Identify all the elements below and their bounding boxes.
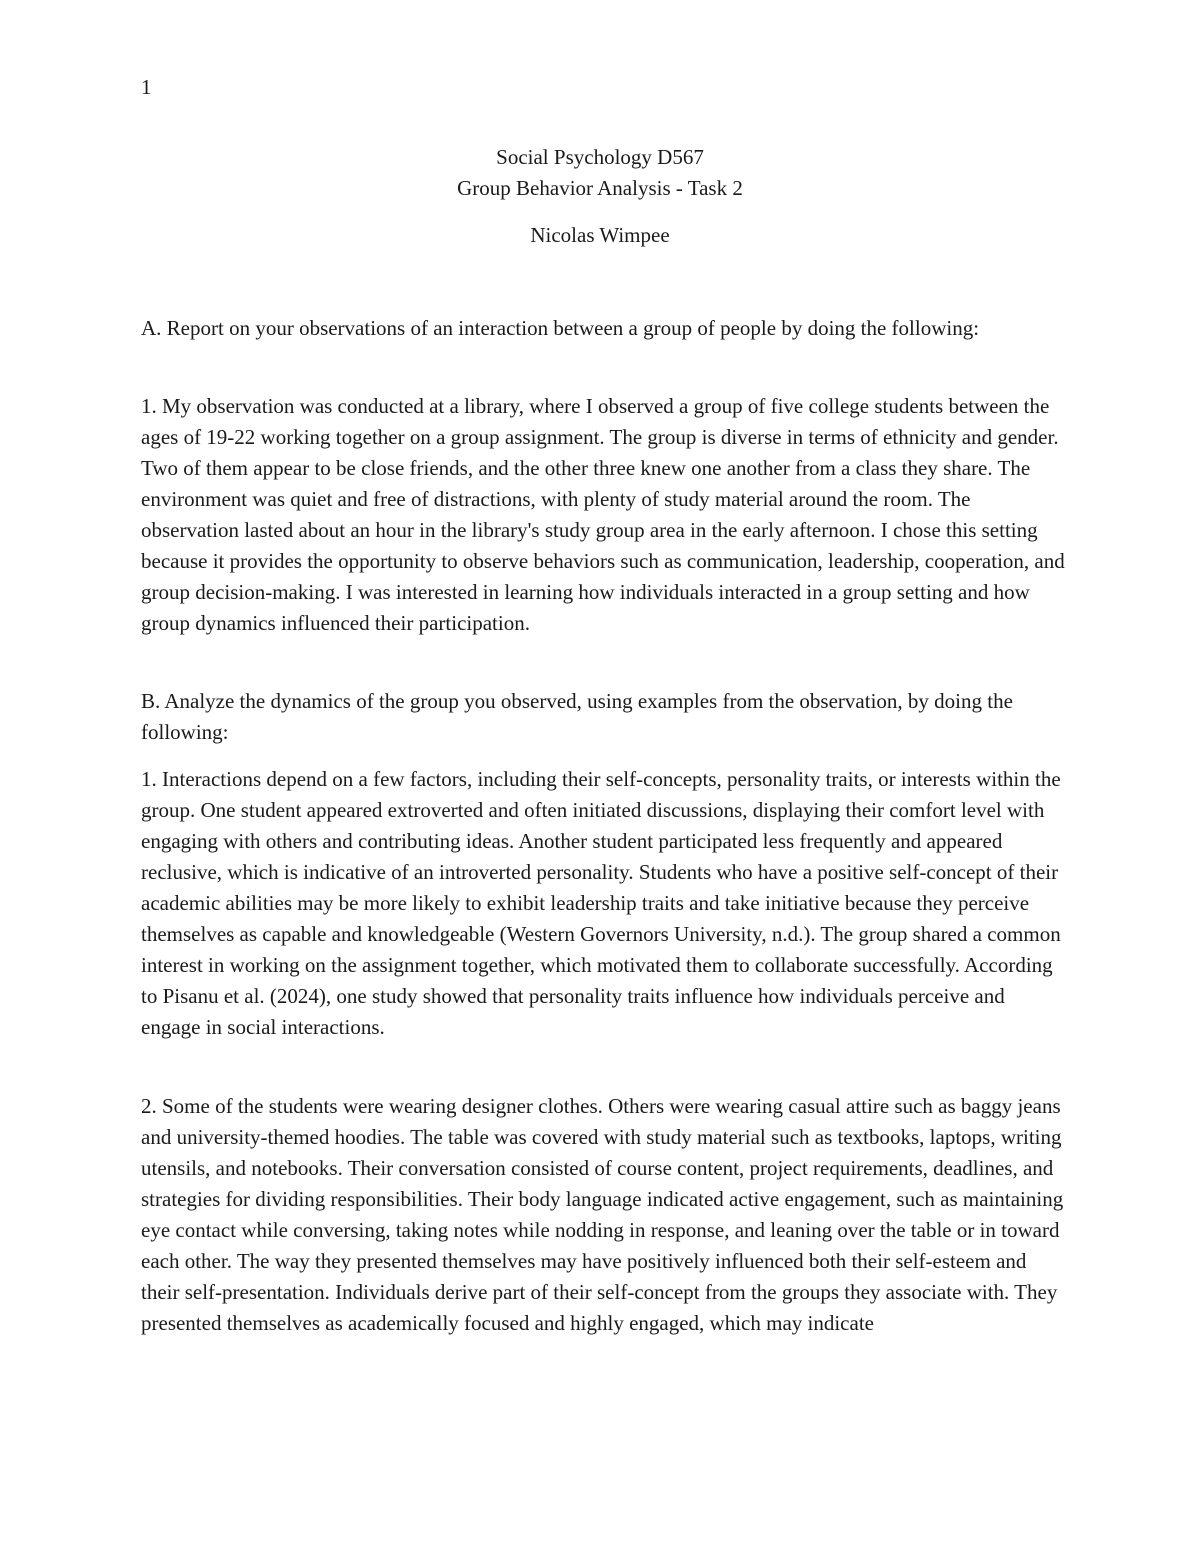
section-b2-paragraph: 2. Some of the students were wearing designer clothes. Others were wearing casual attire such as baggy jeans and university-themed hoodies. The table was covered with study material such as textbooks, laptops, writing utensils, and notebooks. Their conversation consisted of course content, project requirements, deadlines, and strategies for dividing responsibilities. Their body language indicated active engagement, such as maintaining eye contact while conversing, taking notes while nodding in response, and leaning over the table or in toward each other. The way they presented themselves may have positively influenced both their self-esteem and their self-presentation. Individuals derive part of their self-concept from the groups they associate with. They presented themselves as academically focused and highly engaged, which may indicate [141, 1094, 1064, 1335]
section-a-prompt: A. Report on your observations of an interaction between a group of people by doing the following: [141, 316, 980, 340]
section-a1-paragraph: 1. My observation was conducted at a library, where I observed a group of five college students between the ages of 19-22 working together on a group assignment. The group is diverse in terms of ethnicity and gender. Two of them appear to be close friends, and the other three knew one another from a class they share. The environment was quiet and free of distractions, with plenty of study material around the room. The observation lasted about an hour in the library's study group area in the early afternoon. I chose this setting because it provides the opportunity to observe behaviors such as communication, leadership, cooperation, and group decision-making. I was interested in learning how individuals interacted in a group setting and how group dynamics influenced their participation. [141, 394, 1065, 635]
assignment-title: Group Behavior Analysis - Task 2 [457, 176, 743, 200]
course-title: Social Psychology D567 [496, 145, 704, 169]
author-name: Nicolas Wimpee [530, 223, 670, 247]
page-number: 1 [141, 75, 152, 99]
section-b1-paragraph: 1. Interactions depend on a few factors, including their self-concepts, personality traits, or interests within the group. One student appeared extroverted and often initiated discussions, displaying their comfort level with engaging with others and contributing ideas. Another student participated less frequently and appeared reclusive, which is indicative of an introverted personality. Students who have a positive self-concept of their academic abilities may be more likely to exhibit leadership traits and take initiative because they perceive themselves as capable and knowledgeable (Western Governors University, n.d.). The group shared a common interest in working on the assignment together, which motivated them to collaborate successfully. According to Pisanu et al. (2024), one study showed that personality traits influence how individuals perceive and engage in social interactions. [141, 767, 1061, 1039]
section-b-prompt: B. Analyze the dynamics of the group you observed, using examples from the observation, by doing the following: [141, 689, 1013, 744]
